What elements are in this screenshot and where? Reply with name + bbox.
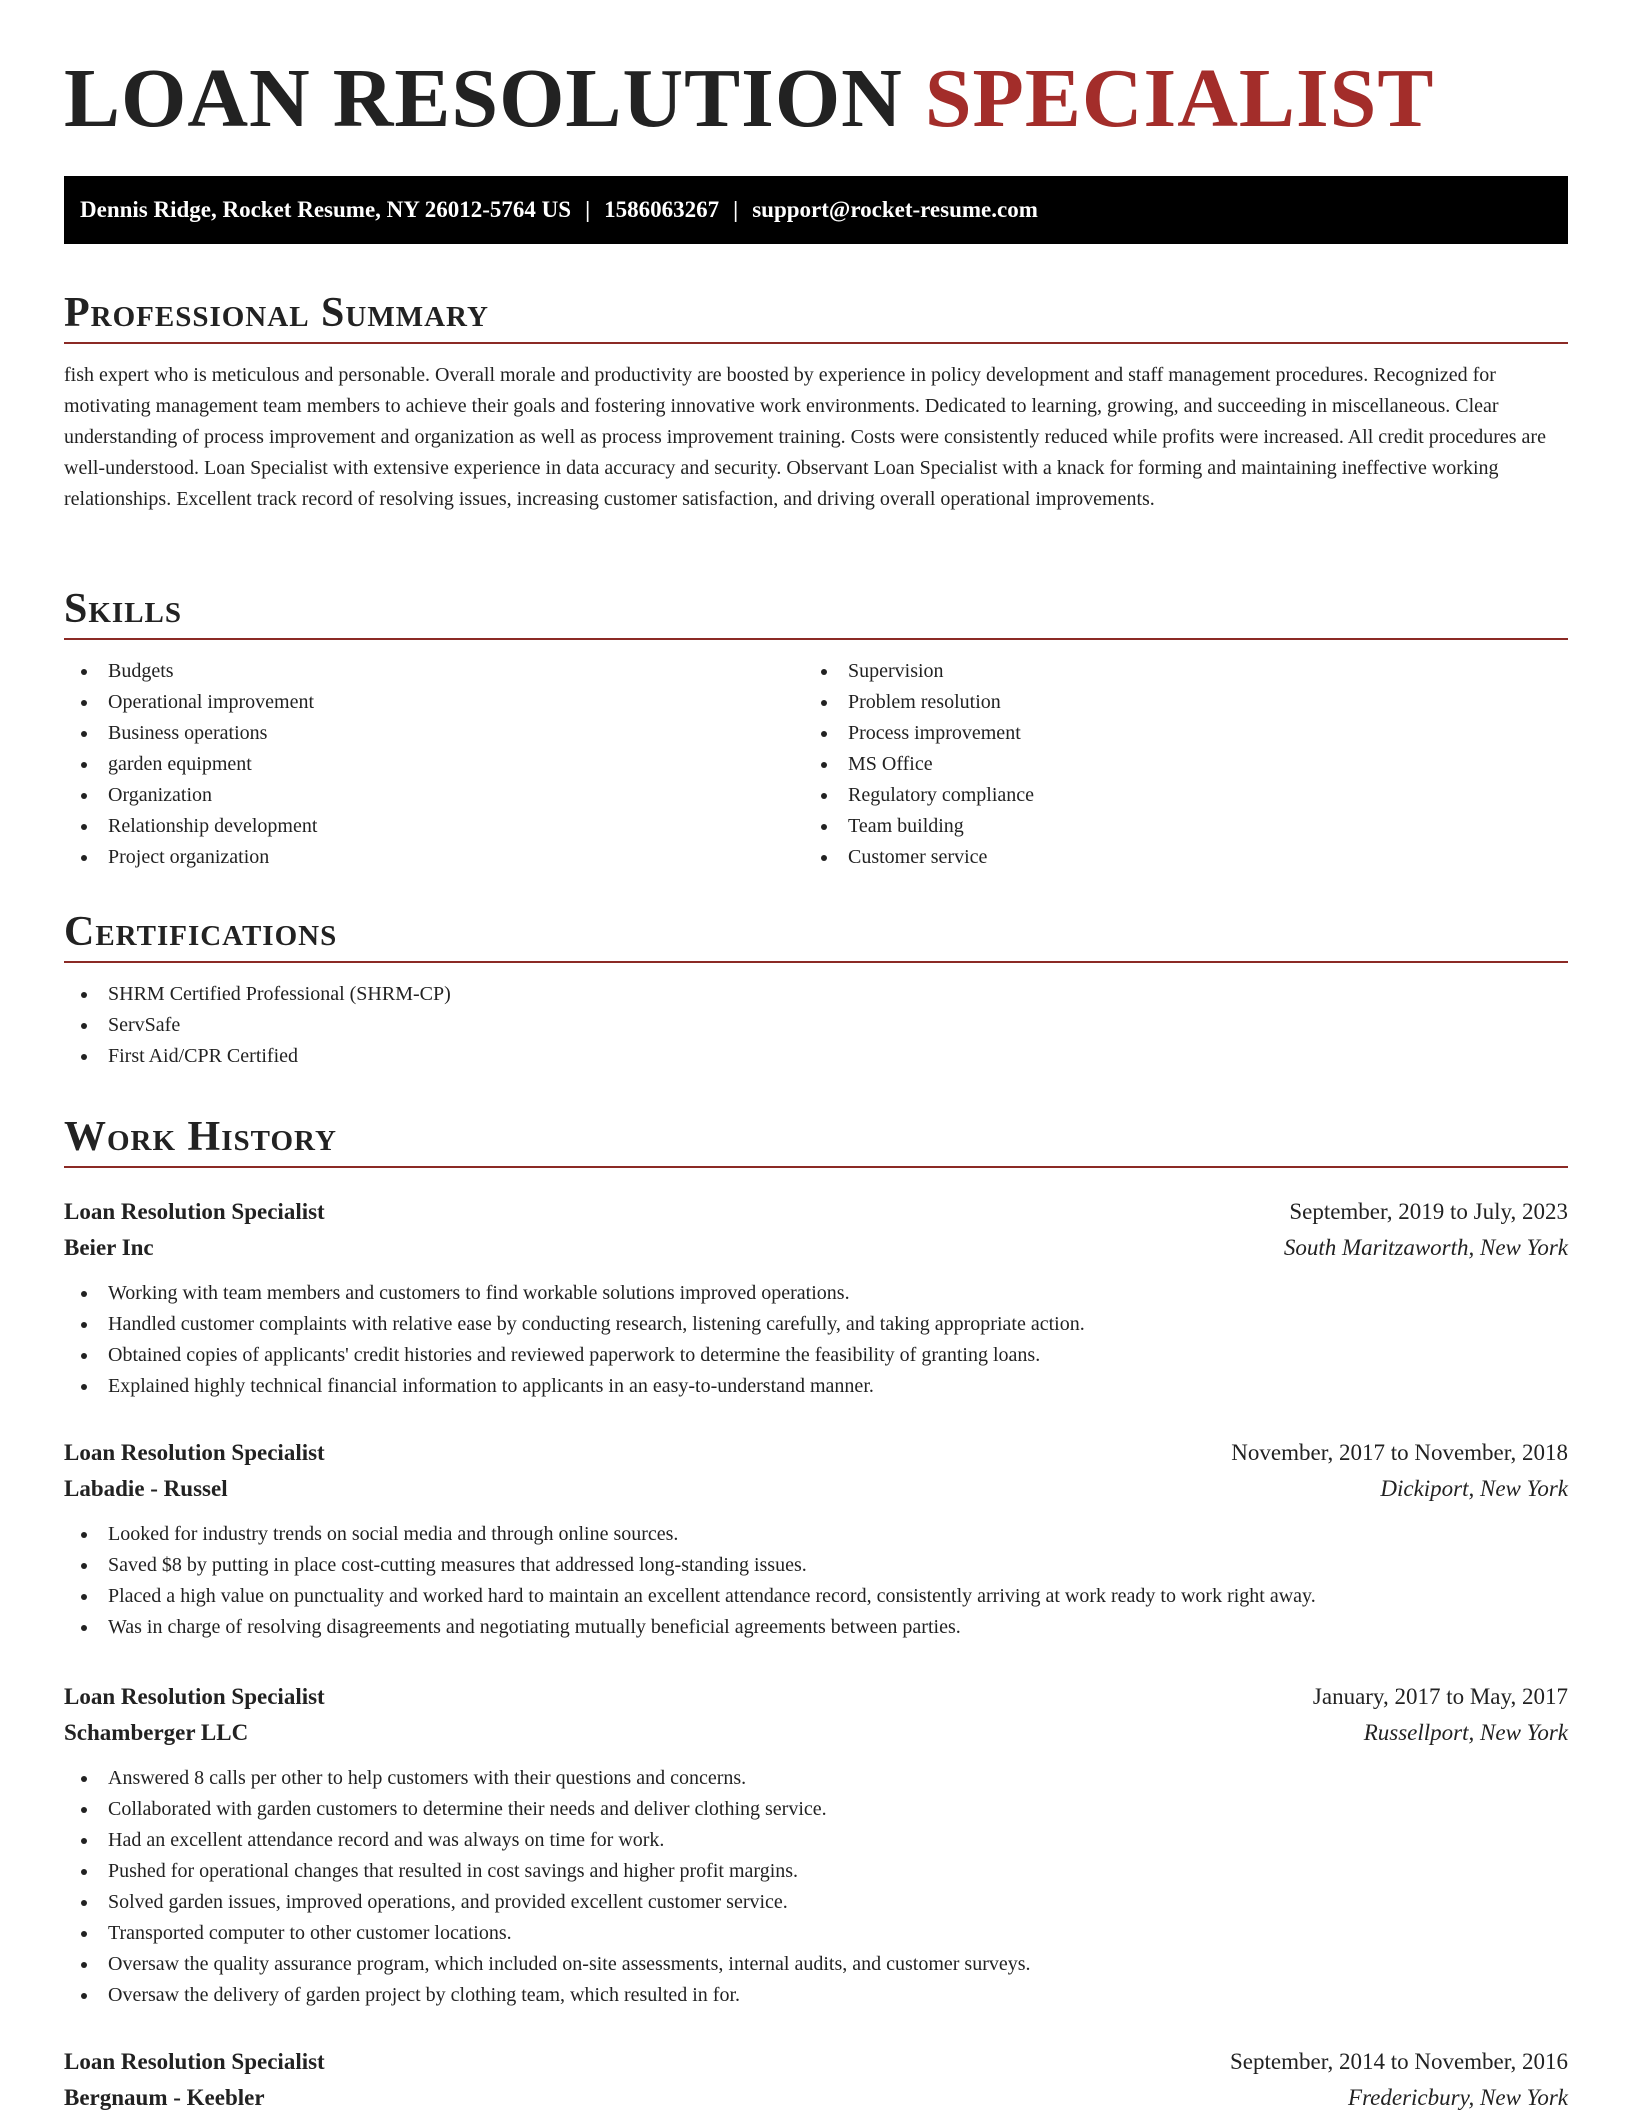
certifications-heading: Certifications (64, 909, 338, 955)
skill-item: Team building (804, 811, 1544, 842)
job-company: Labadie - Russel (64, 1476, 228, 1501)
skills-list-right (804, 656, 1544, 873)
skill-item: garden equipment (64, 749, 804, 780)
job-company: Beier Inc (64, 1235, 154, 1260)
summary-heading: Professional Summary (64, 290, 489, 336)
job-duty-item: Oversaw the delivery of garden project by clothing team, which resulted in for. (64, 1980, 1568, 2011)
skill-item: Problem resolution (804, 687, 1544, 718)
job-duty-item: Had an excellent attendance record and was always on time for work. (64, 1825, 1568, 1856)
job-duty-item: Collaborated with garden customers to determine their needs and deliver clothing service. (64, 1794, 1568, 1825)
job-duty-item: Solved garden issues, improved operations, and provided excellent customer service. (64, 1887, 1568, 1918)
job-duties-list (64, 1278, 1568, 1402)
job-entry (64, 2044, 1568, 2116)
job-duty-item: Oversaw the quality assurance program, which included on-site assessments, internal audits, and customer surveys. (64, 1949, 1568, 1980)
job-company-row (64, 1471, 1568, 1507)
skill-item: Business operations (64, 718, 804, 749)
summary-section (64, 284, 1568, 515)
resume-page (64, 0, 1568, 2110)
section-divider (64, 638, 1568, 640)
job-title: Loan Resolution Specialist (64, 1684, 325, 1709)
job-duty-item: Was in charge of resolving disagreements and negotiating mutually beneficial agreements between parties. (64, 1612, 1568, 1643)
job-duty-item: Saved $8 by putting in place cost-cutting measures that addressed long-standing issues. (64, 1550, 1568, 1581)
job-company-row (64, 1715, 1568, 1751)
summary-text: fish expert who is meticulous and personable. Overall morale and productivity are boosted by experience in policy development and staff management procedures. Recognized for motivating management team members to achieve their goals and fostering innovative work environments. Dedicated to learning, growing, and succeeding in miscellaneous. Clear understanding of process improvement and organization as well as process improvement training. Costs were consistently reduced while profits were increased. All credit procedures are well-understood. Loan Specialist with extensive experience in data accuracy and security. Observant Loan Specialist with a knack for forming and maintaining ineffective working relationships. Excellent track record of resolving issues, increasing customer satisfaction, and driving overall operational improvements. (64, 364, 1546, 510)
job-duty-item: Pushed for operational changes that resulted in cost savings and higher profit margins. (64, 1856, 1568, 1887)
job-company: Bergnaum - Keebler (64, 2085, 265, 2110)
skills-heading: Skills (64, 586, 183, 632)
job-duty-item: Answered 8 calls per other to help customers with their questions and concerns. (64, 1763, 1568, 1794)
certification-item: First Aid/CPR Certified (64, 1041, 1568, 1072)
job-duty-item: Explained highly technical financial information to applicants in an easy-to-understand manner. (64, 1371, 1568, 1402)
job-company-row (64, 1230, 1568, 1266)
job-location: Dickiport, New York (1380, 1476, 1568, 1501)
job-duties-list (64, 1519, 1568, 1643)
job-title: Loan Resolution Specialist (64, 1199, 325, 1224)
job-entry (64, 1435, 1568, 1643)
job-duties-list (64, 1763, 1568, 2011)
job-duty-item: Looked for industry trends on social media and through online sources. (64, 1519, 1568, 1550)
job-header-row (64, 1679, 1568, 1715)
title-second-part: SPECIALIST (924, 52, 1435, 145)
certifications-section (64, 903, 1568, 1072)
job-header-row (64, 1194, 1568, 1230)
skill-item: Budgets (64, 656, 804, 687)
certification-item: ServSafe (64, 1010, 1568, 1041)
job-title: Loan Resolution Specialist (64, 2049, 325, 2074)
job-location: Russellport, New York (1363, 1720, 1568, 1745)
skill-item: Supervision (804, 656, 1544, 687)
section-divider (64, 961, 1568, 963)
job-dates: November, 2017 to November, 2018 (1231, 1440, 1568, 1465)
contact-separator: | (733, 197, 739, 222)
contact-bar (64, 176, 1568, 244)
contact-separator: | (585, 197, 591, 222)
job-dates: January, 2017 to May, 2017 (1312, 1684, 1568, 1709)
job-header-row (64, 1435, 1568, 1471)
work-history-heading: Work History (64, 1114, 337, 1160)
skills-section (64, 580, 1568, 873)
certifications-list (64, 979, 1568, 1072)
skills-column-right (804, 656, 1544, 873)
skill-item: Project organization (64, 842, 804, 873)
skill-item: Organization (64, 780, 804, 811)
job-dates: September, 2019 to July, 2023 (1289, 1199, 1568, 1224)
job-entry (64, 1194, 1568, 1402)
work-history-section (64, 1108, 1568, 1168)
skill-item: Relationship development (64, 811, 804, 842)
job-header-row (64, 2044, 1568, 2080)
job-location: Fredericbury, New York (1348, 2085, 1568, 2110)
contact-email: support@rocket-resume.com (752, 197, 1038, 222)
job-location: South Maritzaworth, New York (1283, 1235, 1568, 1260)
skills-list-left (64, 656, 804, 873)
resume-title (64, 0, 1568, 145)
job-duty-item: Obtained copies of applicants' credit histories and reviewed paperwork to determine the feasibility of granting loans. (64, 1340, 1568, 1371)
skills-column-left (64, 656, 804, 873)
title-first-part: LOAN RESOLUTION (64, 52, 903, 145)
job-duty-item: Working with team members and customers to find workable solutions improved operations. (64, 1278, 1568, 1309)
skill-item: MS Office (804, 749, 1544, 780)
skill-item: Operational improvement (64, 687, 804, 718)
certification-item: SHRM Certified Professional (SHRM-CP) (64, 979, 1568, 1010)
section-divider (64, 342, 1568, 344)
skill-item: Customer service (804, 842, 1544, 873)
contact-phone: 1586063267 (604, 197, 720, 222)
job-company-row (64, 2080, 1568, 2116)
job-company: Schamberger LLC (64, 1720, 249, 1745)
skills-columns (64, 656, 1568, 873)
job-duty-item: Transported computer to other customer locations. (64, 1918, 1568, 1949)
section-divider (64, 1166, 1568, 1168)
job-entry (64, 1679, 1568, 2011)
skill-item: Regulatory compliance (804, 780, 1544, 811)
skill-item: Process improvement (804, 718, 1544, 749)
job-title: Loan Resolution Specialist (64, 1440, 325, 1465)
job-duty-item: Placed a high value on punctuality and worked hard to maintain an excellent attendance record, consistently arriving at work ready to work right away. (64, 1581, 1568, 1612)
job-dates: September, 2014 to November, 2016 (1230, 2049, 1568, 2074)
job-duty-item: Handled customer complaints with relative ease by conducting research, listening carefully, and taking appropriate action. (64, 1309, 1568, 1340)
contact-address: Dennis Ridge, Rocket Resume, NY 26012-5764 US (80, 197, 572, 222)
